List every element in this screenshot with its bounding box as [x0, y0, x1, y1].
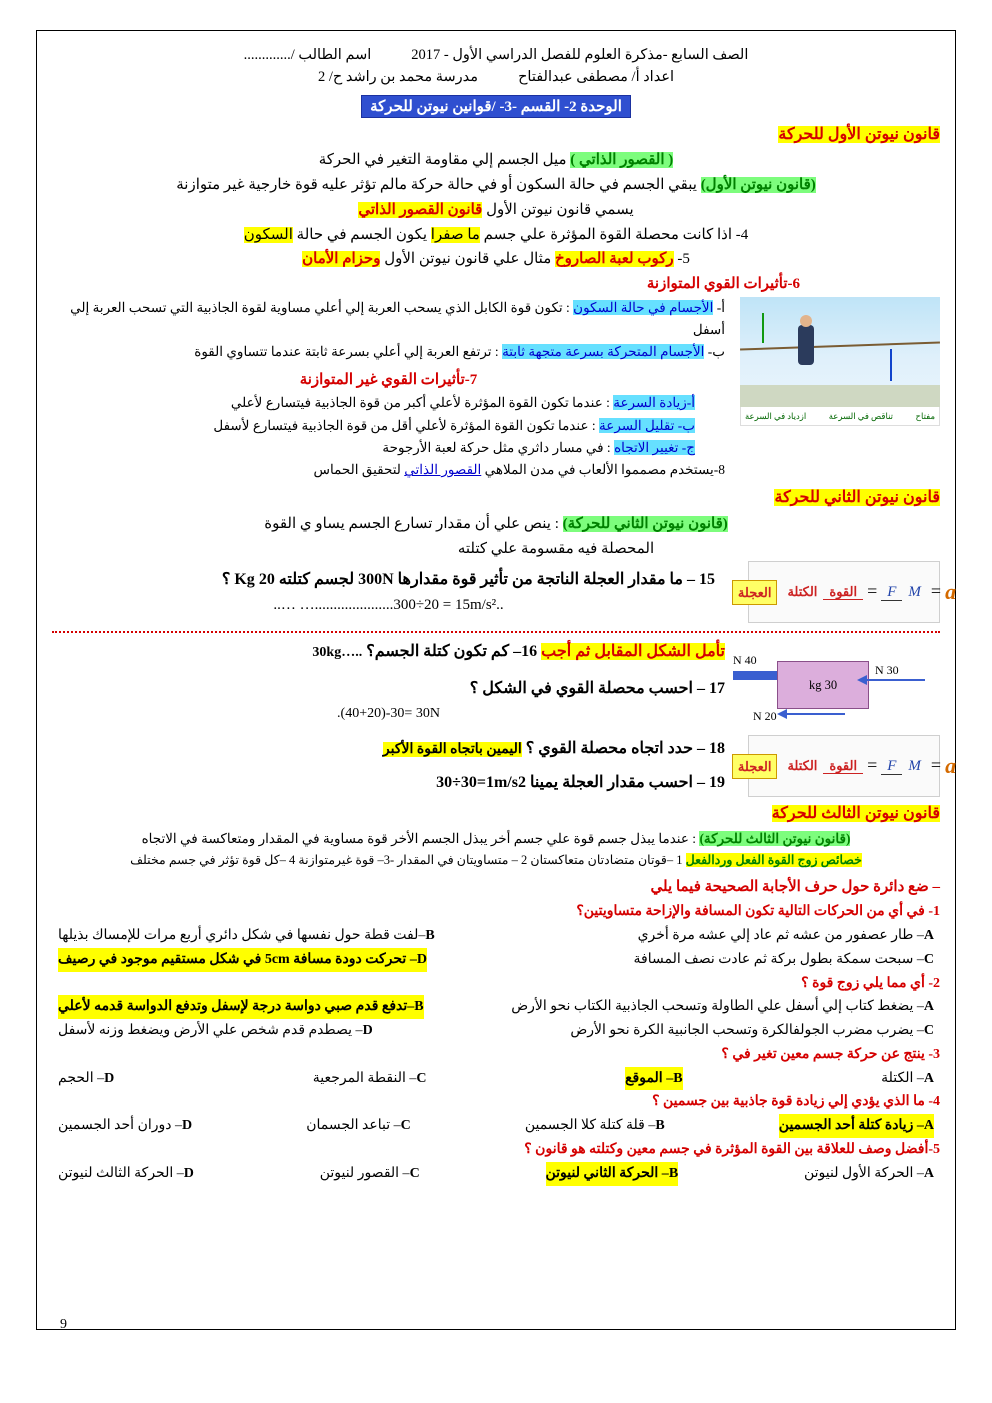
question-18: 18 – حدد اتجاه محصلة القوي ؟	[525, 739, 725, 757]
item4-pre: 4- اذا كانت محصلة القوة المؤثرة علي جسم	[483, 226, 749, 243]
item8-term: القصور الذاتي	[404, 462, 482, 478]
questions-16-17	[52, 639, 940, 731]
item7-heading: 7-تأثيرات القوي غير المتوازنة	[299, 371, 478, 388]
photo-speed-increase: ازدياد في السرعة	[745, 410, 807, 421]
law1-term: (قانون نيوتن الأول)	[700, 177, 816, 194]
law2-section	[52, 485, 957, 633]
formula2-mass-symbol: M	[908, 757, 921, 774]
mcq-option[interactable]: D– دوران أحد الجسمين	[58, 1118, 193, 1134]
mcq-q2-options	[52, 995, 940, 1019]
item8-text: لتحقيق الحماس	[313, 462, 401, 478]
item4-mid: يكون الجسم في حالة	[296, 226, 428, 243]
item7a-text: : عندما تكون القوة المؤثرة لأعلي أكبر من قوة الجاذبية فيتسارع لأعلي	[230, 395, 610, 411]
item4-hl1: ما صفرا	[430, 226, 480, 243]
box-mass-label: 30 kg	[808, 678, 838, 693]
mcq-option-selected[interactable]: B–تدفع قدم صبي دواسة درجة لإسفل وتدفع الدواسة قدمه لأعلي	[58, 995, 424, 1019]
mcq-option[interactable]: C– سبحت سمكة بطول بركة ثم عادت نصف المسافة	[633, 951, 934, 967]
law2-text: : ينص علي أن مقدار تسارع الجسم يساو ي القوة	[264, 515, 559, 532]
formula-equals-2: =	[867, 581, 878, 602]
formula2-equals-1: =	[930, 755, 942, 776]
item6a-term: الأجسام في حالة السكون	[573, 299, 714, 315]
mcq-option[interactable]: A– الحركة الأول لنيوتن	[803, 1165, 934, 1181]
formula-a-symbol: a	[945, 579, 957, 605]
header-author: اعداد أ/ مصطفى عبدالفتاح	[518, 69, 675, 86]
law3-props-term: خصائص زوج القوة الفعل وردالفعل	[685, 852, 862, 867]
formula2-acceleration-label: العجلة	[732, 754, 778, 779]
header-school: مدرسة محمد بن راشد ح/ 2	[318, 69, 479, 86]
formula-equals-1: =	[930, 581, 942, 602]
mcq-option-selected[interactable]: D– تحركت دودة مسافة 5cm في شكل مستقيم موجود في رصيف	[58, 948, 427, 972]
inertia-def-term: ( القصور الذاتي )	[570, 152, 674, 169]
item5-pre: 5-	[677, 251, 690, 268]
law1-name-pre: يسمي قانون نيوتن الأول	[486, 201, 634, 218]
document-header	[52, 44, 940, 89]
divider	[52, 631, 940, 633]
item8-pre: 8-يستخدم مصمموا الألعاب في مدن الملاهي	[484, 462, 725, 478]
force-label-30n: 30 N	[875, 663, 899, 678]
question-18-answer: اليمين باتجاه القوة الأكبر	[382, 741, 522, 757]
law1-text: يبقي الجسم في حالة السكون أو في حالة حركة مالم تؤثر عليه قوة خارجية غير متوازنة	[176, 177, 697, 194]
mcq-q2: 2- أي مما يلي زوج قوة ؟	[801, 975, 940, 991]
mcq-q4: 4- ما الذي يؤدي إلي زيادة قوة جاذبية بين جسمين ؟	[652, 1094, 940, 1110]
mcq-option-selected[interactable]: B– الموقع	[625, 1067, 682, 1091]
law1-section	[52, 122, 940, 482]
formula2-equals-2: =	[867, 755, 878, 776]
mcq-option[interactable]: C– يضرب مضرب الجولفالكرة وتسحب الجانبية الكرة نحو الأرض	[570, 1023, 934, 1039]
mcq-option-selected[interactable]: B– الحركة الثاني لنيوتن	[546, 1162, 679, 1186]
mcq-option[interactable]: B– قلة كتلة كلا الجسمين	[524, 1118, 665, 1134]
mcq-option[interactable]: C– النقطة المرجعية	[312, 1070, 427, 1086]
photo-speed-decrease: تناقص في السرعة	[828, 410, 893, 421]
item7c-term: ج- تغيير الاتجاه	[614, 439, 695, 455]
mcq-q1-options-2	[52, 948, 940, 972]
mcq-instruction: – ضع دائرة حول حرف الأجابة الصحيحة فيما يلي	[650, 878, 940, 895]
mcq-option[interactable]: A– الكتلة	[881, 1070, 934, 1086]
law2-text2: المحصلة فيه مقسومة علي كتلته	[457, 540, 655, 557]
formula2-force-arabic: القوة	[823, 758, 863, 774]
header-student-name: اسم الطالب /.............	[243, 47, 372, 63]
mcq-q5-options	[52, 1162, 940, 1186]
item6b-term: الأجسام المتحركة بسرعة متجهة ثابتة	[502, 344, 705, 360]
law3-props-text: 1 –قوتان متضادتان متعاكستان 2 – متساويتان في المقدار -3– قوة غيرمتوازنة 4 –كل قوة تؤثر في جسم مختلف	[130, 852, 683, 867]
formula2-a-symbol: a	[945, 753, 957, 779]
document-content	[52, 44, 957, 1186]
formula-force-arabic: القوة	[823, 584, 863, 600]
mcq-option[interactable]: D– الحجم	[58, 1070, 115, 1086]
mcq-option[interactable]: D– يصطدم قدم شخص علي الأرض ويضغط وزنه لأسفل	[58, 1023, 373, 1039]
mcq-option[interactable]: A– طار عصفور من عشه ثم عاد إلي عشه مرة أخري	[637, 927, 934, 943]
mcq-section	[52, 875, 940, 1186]
mcq-option[interactable]: C– القصور لنيوتن	[319, 1165, 420, 1181]
force-label-20n: 20 N	[753, 709, 777, 724]
item5-mid: مثال علي قانون نيوتن الأول	[384, 251, 552, 268]
mcq-q1-options	[52, 924, 940, 948]
bungee-figure	[725, 297, 940, 426]
forces-box-figure	[725, 639, 940, 731]
mcq-q3-options	[52, 1067, 940, 1091]
question-17: 17 – احسب محصلة القوي في الشكل ؟	[469, 679, 725, 697]
question-16: 16– كم تكون كتلة الجسم؟	[366, 643, 538, 661]
question-19: 19 – احسب مقدار العجلة يمينا	[529, 774, 725, 792]
formula2-mass-arabic: الكتلة	[787, 757, 818, 773]
formula-figure-2	[725, 735, 957, 797]
law2-heading: قانون نيوتن الثاني للحركة	[774, 489, 940, 507]
law2-term: (قانون نيوتن الثاني للحركة)	[562, 515, 728, 532]
law3-text: : عندما يبذل جسم قوة علي جسم أخر يبذل الجسم الأخر قوة مساوية في المقدار ومتعاكسة في الاتجاه	[141, 830, 697, 846]
item6b-text: : ترتفع العربة إلي أعلي بسرعة ثابتة عندما تتساوي القوة	[194, 344, 499, 360]
questions-18-19	[52, 735, 957, 797]
bungee-photo	[740, 297, 940, 407]
formula-force-symbol: F	[881, 584, 902, 601]
force-label-40n: 40 N	[733, 653, 757, 668]
formula-figure-1	[725, 561, 957, 623]
photo-key-label: مفتاح	[915, 410, 935, 421]
unit-title: الوحدة 2- القسم -3- /قوانين نيوتن للحركة	[361, 95, 631, 118]
item6b-pre: ب-	[707, 344, 725, 360]
formula-acceleration-label: العجلة	[732, 580, 778, 605]
mcq-option[interactable]: C– تباعد الجسمان	[306, 1118, 411, 1134]
law1-heading: قانون نيوتن الأول للحركة	[778, 125, 940, 143]
question-15-answer: ..… ….....................300÷20 = 15m/s²..	[273, 597, 504, 614]
question-19-answer: 30÷30=1m/s2	[436, 774, 526, 792]
mcq-option[interactable]: B–لفت قطة حول نفسها في شكل دائري أربع مرات للإمساك بذيلها	[58, 927, 435, 943]
mcq-q1: 1- في أي من الحركات التالية تكون المسافة والإزاحة متساويتين؟	[576, 904, 940, 920]
item4-hl2: السكون	[243, 226, 293, 243]
item5-hl1: ركوب لعبة الصاروخ	[555, 251, 674, 268]
item7a-term: أ-زيادة السرعة	[613, 395, 695, 411]
item7b-term: ب- تقليل السرعة	[599, 417, 695, 433]
law3-heading: قانون نيوتن الثالث للحركة	[771, 805, 940, 823]
item6a-text: : تكون قوة الكابل الذي يسحب العربة إلي أعلي مساوية لقوة الجاذبية التي تسحب العربة إلي أسفل	[70, 299, 725, 338]
mcq-q5: 5-أفضل وصف للعلاقة بين القوة المؤثرة في جسم معين وكتلته هو قانون ؟	[524, 1142, 940, 1158]
mcq-q4-options	[52, 1114, 940, 1138]
mcq-option-selected[interactable]: A– زيادة كتلة أحد الجسمين	[779, 1114, 934, 1138]
header-title-right: الصف السابع -مذكرة العلوم للفصل الدراسي الأول - 2017	[411, 47, 749, 63]
mcq-q2-options-2	[52, 1019, 940, 1043]
law3-term: (قانون نيوتن الثالث للحركة)	[699, 830, 851, 846]
q16-prompt: تأمل الشكل المقابل ثم أجب	[541, 643, 725, 661]
mcq-q3: 3- ينتج عن حركة جسم معين تغير في ؟	[721, 1046, 940, 1062]
question-16-answer: 30kg…..	[312, 645, 363, 661]
item7c-text: : في مسار داثري مثل حركة لعبة الأرجوحة	[382, 439, 611, 455]
unit-title-bar	[52, 95, 940, 118]
mcq-option[interactable]: D– الحركة الثالث لنيوتن	[58, 1165, 194, 1181]
item7b-text: : عندما تكون القوة المؤثرة لأعلي أقل من قوة الجاذبية فيتسارع لأسفل	[213, 417, 596, 433]
question-15: 15 – ما مقدار العجلة الناتجة من تأثير قوة مقدارها 300N لجسم كتلته 20 Kg ؟	[221, 570, 715, 588]
law1-alt-name: قانون القصور الذاتي	[358, 201, 483, 218]
mcq-option[interactable]: A– يضغط كتاب إلي أسفل علي الطاولة وتسحب الجاذبية الكتاب نحو الأرض	[511, 999, 934, 1015]
item6-heading: 6-تأثيرات القوي المتوازنة	[646, 276, 800, 293]
inertia-def-text: ميل الجسم إلي مقاومة التغير في الحركة	[318, 152, 567, 169]
formula-mass-symbol: M	[908, 583, 921, 600]
question-17-answer: .(40+20)-30= 30N	[337, 706, 440, 722]
formula2-force-symbol: F	[881, 758, 902, 775]
item5-hl2: وحزام الأمان	[302, 251, 381, 268]
law3-section	[52, 801, 940, 870]
formula-mass-arabic: الكتلة	[787, 583, 818, 599]
page-number: 9	[60, 1317, 67, 1332]
item6a-pre: أ-	[716, 299, 725, 315]
